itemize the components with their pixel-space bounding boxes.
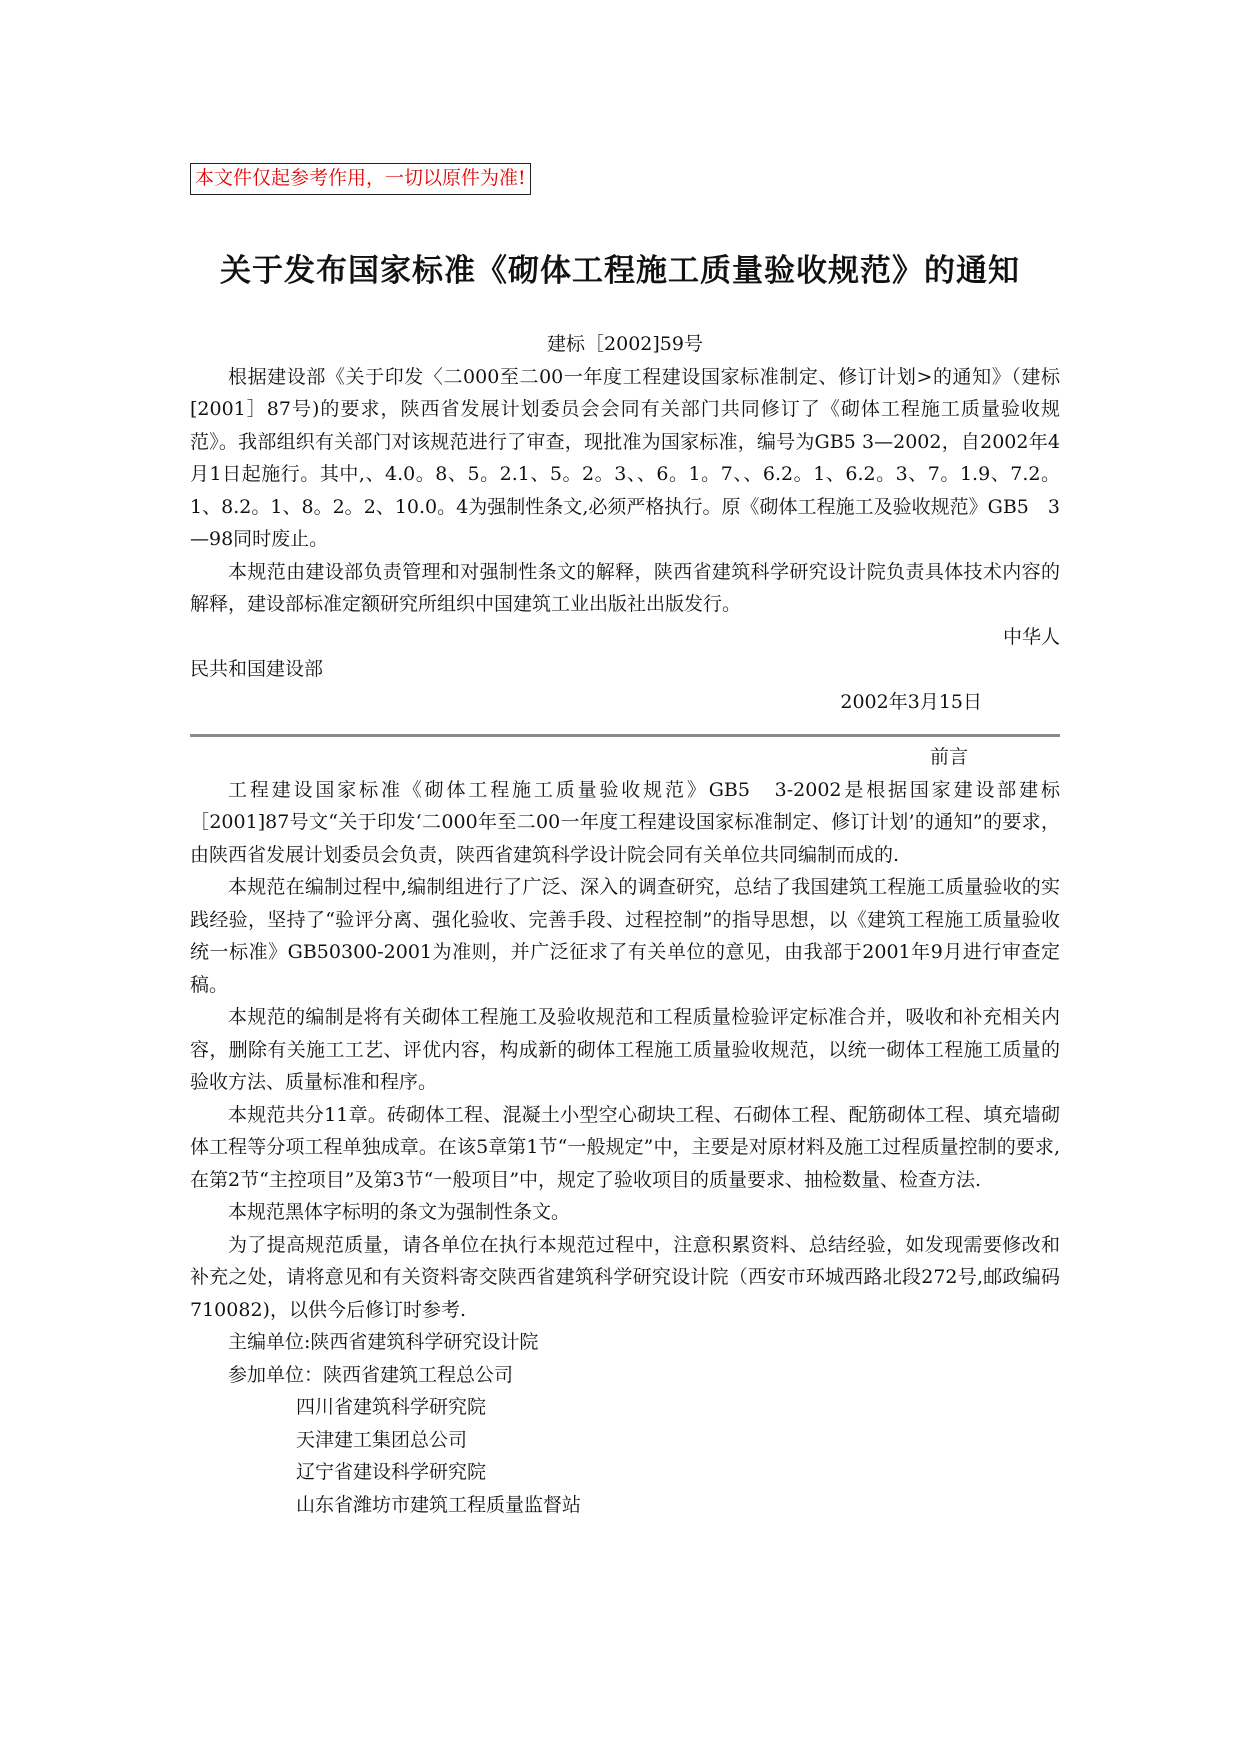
foreword-paragraph: 本规范黑体字标明的条文为强制性条文。 (228, 1201, 571, 1223)
foreword-paragraph: 工程建设国家标准《砌体工程施工质量验收规范》GB5 3-2002是根据国家建设部建标［2001]87号文“关于印发‘二000年至二00一年度工程建设国家标准制定、修订计划’的通知”的要求，由陕西省发展计划委员会负责，陕西省建筑科学设计院会同有关单位共同编制而成的. (190, 778, 1060, 866)
disclaimer-box: 本文件仅起参考作用，一切以原件为准! (190, 163, 531, 195)
foreword-heading: 前言 (929, 746, 968, 768)
notice-paragraph: 本规范由建设部负责管理和对强制性条文的解释，陕西省建筑科学研究设计院负责具体技术内容的解释，建设部标准定额研究所组织中国建筑工业出版社出版发行。 (190, 560, 1060, 615)
participant-unit: 山东省潍坊市建筑工程质量监督站 (296, 1493, 582, 1516)
section-divider (190, 734, 1060, 737)
chief-unit: 主编单位:陕西省建筑科学研究设计院 (228, 1331, 539, 1353)
foreword-paragraph: 本规范的编制是将有关砌体工程施工及验收规范和工程质量检验评定标准合并，吸收和补充相关内容，删除有关施工工艺、评优内容，构成新的砌体工程施工质量验收规范，以统一砌体工程施工质量的验收方法、质量标准和程序。 (190, 1006, 1060, 1093)
participant-unit: 四川省建筑科学研究院 (296, 1396, 487, 1418)
notice-title: 关于发布国家标准《砌体工程施工质量验收规范》的通知 (220, 253, 1020, 289)
foreword-paragraph: 为了提高规范质量，请各单位在执行本规范过程中，注意积累资料、总结经验，如发现需要修改和补充之处，请将意见和有关资料寄交陕西省建筑科学研究设计院（西安市环城西路北段272号,邮政编码710082)，以供今后修订时参考. (190, 1233, 1060, 1321)
signature-line: 民共和国建设部 (190, 658, 324, 680)
foreword-paragraph: 本规范在编制过程中,编制组进行了广泛、深入的调查研究，总结了我国建筑工程施工质量验收的实践经验，坚持了“验评分离、强化验收、完善手段、过程控制”的指导思想，以《建筑工程施工质量验收统一标准》GB50300-2001为准则，并广泛征求了有关单位的意见，由我部于2001年9月进行审查定稿。 (190, 876, 1060, 996)
notice-paragraph: 根据建设部《关于印发〈二000至二00一年度工程建设国家标准制定、修订计划>的通知》（建标[2001］87号)的要求，陕西省发展计划委员会会同有关部门共同修订了《砌体工程施工质量验收规范》。我部组织有关部门对该规范进行了审查，现批准为国家标准，编号为GB5 3—2002，自2002年4月1日起施行。其中,、4.0。8、5。2.1、5。2。3、、6。1。7、、6.2。1、6.2。3、7。1.9、7.2。1、8.2。1、8。2。2、10.0。4为强制性条文,必须严格执行。原《砌体工程施工及验收规范》GB5 3—98同时废止。 (190, 365, 1060, 550)
participant-unit: 辽宁省建设科学研究院 (296, 1461, 487, 1483)
signature-line: 中华人 (1002, 625, 1060, 648)
doc-number: 建标［2002]59号 (547, 333, 703, 355)
document-body (190, 328, 1060, 1521)
participants-heading: 参加单位：陕西省建筑工程总公司 (228, 1363, 514, 1386)
notice-date: 2002年3月15日 (840, 690, 982, 713)
foreword-paragraph: 本规范共分11章。砖砌体工程、混凝土小型空心砌块工程、石砌体工程、配筋砌体工程、填充墙砌体工程等分项工程单独成章。在该5章第1节“一般规定”中，主要是对原材料及施工过程质量控制的要求,在第2节“主控项目”及第3节“一般项目”中，规定了验收项目的质量要求、抽检数量、检查方法. (190, 1103, 1060, 1191)
participant-unit: 天津建工集团总公司 (296, 1428, 468, 1451)
